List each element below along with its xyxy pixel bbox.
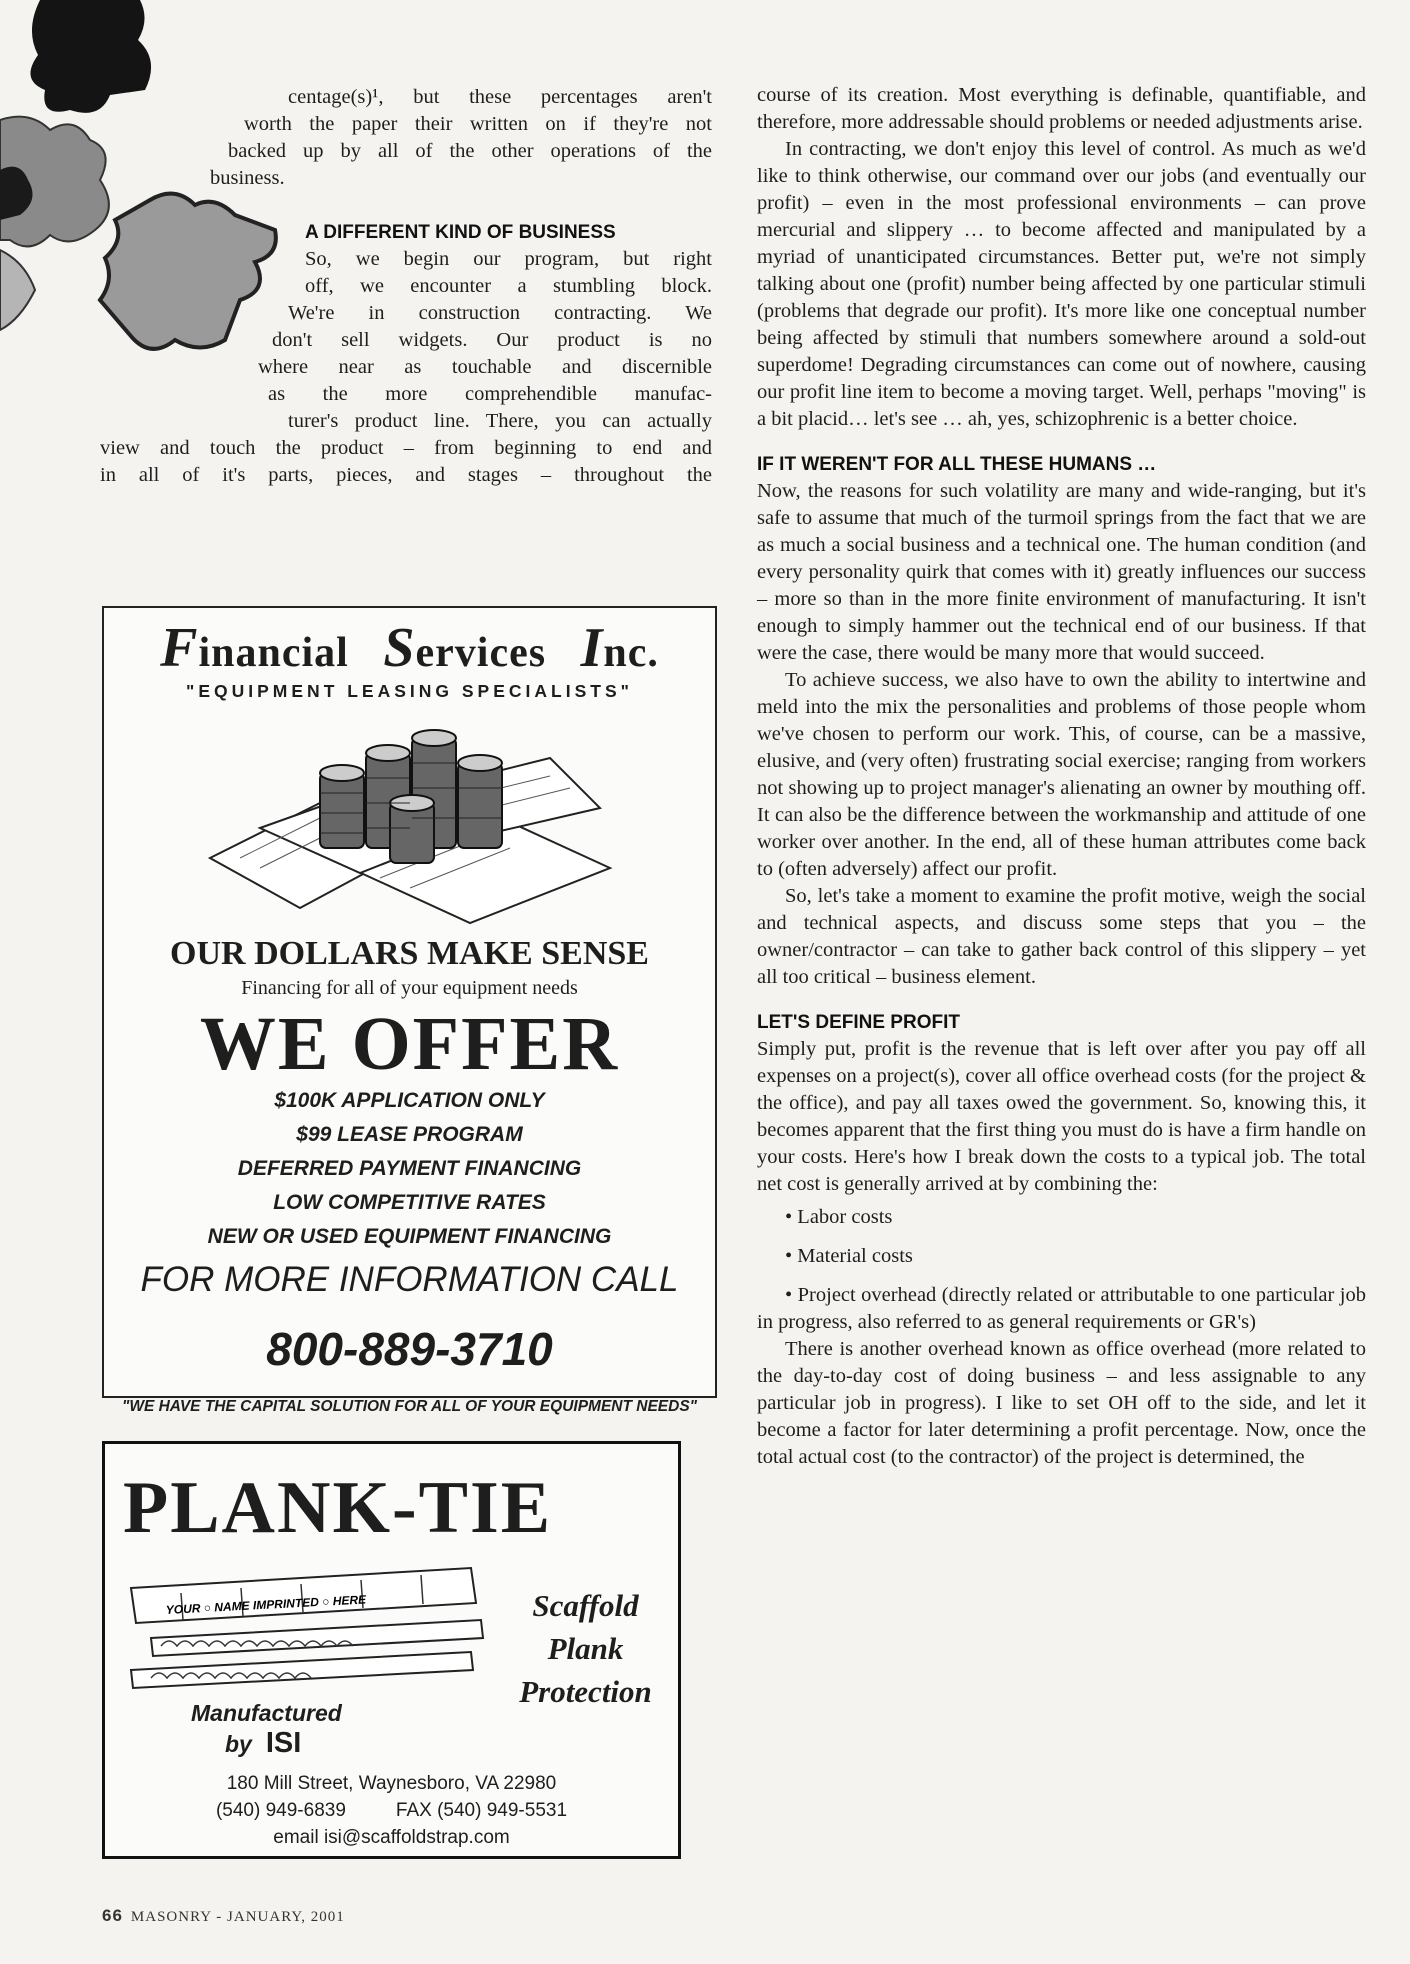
product-description bbox=[503, 1584, 668, 1713]
product-line: Scaffold bbox=[532, 1588, 639, 1623]
brand-initial: S bbox=[383, 617, 416, 679]
ad-call-to-action: FOR MORE INFORMATION CALL bbox=[140, 1260, 679, 1299]
list-item: • Material costs bbox=[785, 1245, 913, 1267]
text-line: We're in construction contracting. We bbox=[288, 302, 712, 324]
mfg-line: by bbox=[225, 1731, 252, 1757]
maker-name: ISI bbox=[265, 1727, 302, 1759]
ad-tagline: "EQUIPMENT LEASING SPECIALISTS" bbox=[186, 681, 633, 701]
ad-brand-name bbox=[104, 617, 715, 679]
offer-item: NEW OR USED EQUIPMENT FINANCING bbox=[207, 1225, 612, 1248]
paragraph: course of its creation. Most everything is definable, quantifiable, and therefore, more addressable should problems or needed adjustments arise. bbox=[757, 84, 1366, 133]
ad-offer-title: WE OFFER bbox=[199, 1002, 620, 1086]
text-line: turer's product line. There, you can actually bbox=[288, 410, 712, 432]
brand-initial: I bbox=[580, 617, 604, 679]
ad-subhead: Financing for all of your equipment needs bbox=[241, 977, 578, 999]
brand-word: ervices bbox=[415, 630, 547, 676]
text-line: centage(s)¹, but these percentages aren't bbox=[288, 86, 712, 108]
text-line: backed up by all of the other operations of the bbox=[228, 140, 712, 162]
product-line: Protection bbox=[519, 1674, 652, 1709]
ad-title: PLANK-TIE bbox=[123, 1467, 553, 1549]
product-line: Plank bbox=[547, 1631, 624, 1666]
text-line: in all of it's parts, pieces, and stages – throughout the bbox=[100, 464, 712, 486]
section-heading: IF IT WEREN'T FOR ALL THESE HUMANS … bbox=[757, 454, 1157, 475]
text-line: don't sell widgets. Our product is no bbox=[272, 329, 712, 351]
coins-and-bills-illustration bbox=[200, 718, 620, 928]
text-line: business. bbox=[210, 167, 285, 189]
paragraph: In contracting, we don't enjoy this level of control. As much as we'd like to think otherwise, our command over our jobs (and eventually our profit) – even in the most professional environments – can prove mercurial and slippery … to become affected and manipulated by a myriad of unanticipated circumstances. Better put, we're not simply talking about one (profit) number being affected by one particular stimuli (problems that degrade our profit). It's more like one conceptual number being affected by stimuli that numbers somewhere around a sold-out superdome! Degrading circumstances can come out of nowhere, causing our profit line item to become a moving target. Well, perhaps "moving" is a bit placid… let's see … ah, yes, schizophrenic is a better choice. bbox=[757, 138, 1366, 430]
ad-phone-number: 800-889-3710 bbox=[266, 1323, 553, 1375]
fax-line: FAX (540) 949-5531 bbox=[395, 1800, 568, 1821]
text-line: worth the paper their written on if they're not bbox=[244, 113, 712, 135]
text-line: as the more comprehendible manufac- bbox=[268, 383, 712, 405]
page-number: 66 bbox=[102, 1906, 123, 1925]
offer-item: DEFERRED PAYMENT FINANCING bbox=[237, 1157, 582, 1180]
financial-services-ad bbox=[102, 606, 717, 1415]
plank-tie-ad bbox=[102, 1441, 681, 1859]
manufacturer-credit bbox=[191, 1698, 342, 1759]
offer-item: LOW COMPETITIVE RATES bbox=[273, 1191, 546, 1214]
publication-line: MASONRY - JANUARY, 2001 bbox=[130, 1909, 345, 1925]
brand-initial: F bbox=[160, 617, 199, 679]
ad-slogan: "WE HAVE THE CAPITAL SOLUTION FOR ALL OF YOUR EQUIPMENT NEEDS" bbox=[121, 1398, 698, 1415]
brand-word: inancial bbox=[198, 630, 349, 676]
phone-line: (540) 949-6839 bbox=[215, 1800, 346, 1821]
mfg-line: Manufactured bbox=[191, 1700, 342, 1726]
brand-word: nc. bbox=[603, 630, 659, 676]
paragraph: There is another overhead known as office overhead (more related to the day-to-day cost of doing business – and less assignable to any particular job in progress). I like to set OH off to the side, and let it become a factor for later determining a profit percentage. Now, once the total actual cost (to the contractor) of the project is determined, the bbox=[757, 1338, 1366, 1468]
list-item: • Project overhead (directly related or attributable to one particular job in progress, also referred to as general requirements or GR's) bbox=[757, 1284, 1366, 1333]
section-heading: A DIFFERENT KIND OF BUSINESS bbox=[305, 222, 616, 243]
paragraph: Now, the reasons for such volatility are many and wide-ranging, but it's safe to assume that much of the turmoil springs from the fact that we are as much a social business and a technical one. The human condition (and every personality quirk that comes with it) greatly influences our success – more so than in the more finite environment of manufacturing. It isn't enough to simply hammer out the technical end of our business. If that were the case, there would be many more that would succeed. bbox=[757, 480, 1366, 664]
address-line: 180 Mill Street, Waynesboro, VA 22980 bbox=[226, 1773, 557, 1794]
paragraph: To achieve success, we also have to own the ability to intertwine and meld into the mix the personalities and problems of those people whom we've chosen to perform our work. This, of course, can be a massive, elusive, and (very often) frustrating social exercise; ranging from workers not showing up to project manager's alienating an owner by mouthing off. It can also be the difference between the workmanship and attitude of one worker over another. In the end, all of these human attributes come back to (often adversely) affect our profit. bbox=[757, 669, 1366, 880]
strap-imprint-text: YOUR ○ NAME IMPRINTED ○ HERE bbox=[165, 1592, 367, 1617]
scaffold-strap-illustration bbox=[121, 1548, 491, 1698]
text-line: off, we encounter a stumbling block. bbox=[305, 275, 712, 297]
offer-item: $100K APPLICATION ONLY bbox=[274, 1089, 545, 1112]
left-column-top bbox=[210, 84, 712, 192]
contact-block bbox=[105, 1770, 678, 1851]
text-line: view and touch the product – from beginning to end and bbox=[100, 437, 712, 459]
right-column bbox=[757, 82, 1366, 1471]
paragraph: Simply put, profit is the revenue that is left over after you pay off all expenses on a project(s), cover all office overhead costs (for the project & the office), and pay all taxes owed the government. So, knowing this, it becomes apparent that the first thing you must do is have a firm handle on your costs. Here's how I break down the costs to a typical job. The total net cost is generally arrived at by combining the: bbox=[757, 1038, 1366, 1195]
page-footer bbox=[102, 1906, 345, 1926]
text-line: So, we begin our program, but right bbox=[305, 248, 712, 270]
ad-headline: OUR DOLLARS MAKE SENSE bbox=[170, 935, 649, 972]
left-column-body bbox=[100, 246, 712, 489]
text-line: where near as touchable and discernible bbox=[258, 356, 712, 378]
list-item: • Labor costs bbox=[785, 1206, 893, 1228]
offer-item: $99 LEASE PROGRAM bbox=[296, 1123, 523, 1146]
section-heading: LET'S DEFINE PROFIT bbox=[757, 1012, 960, 1033]
email-line: email isi@scaffoldstrap.com bbox=[273, 1827, 510, 1848]
paragraph: So, let's take a moment to examine the profit motive, weigh the social and technical aspects, and discuss some steps that you – the owner/contractor – can take to gather back control of this slippery – yet all too critical – business element. bbox=[757, 885, 1366, 988]
